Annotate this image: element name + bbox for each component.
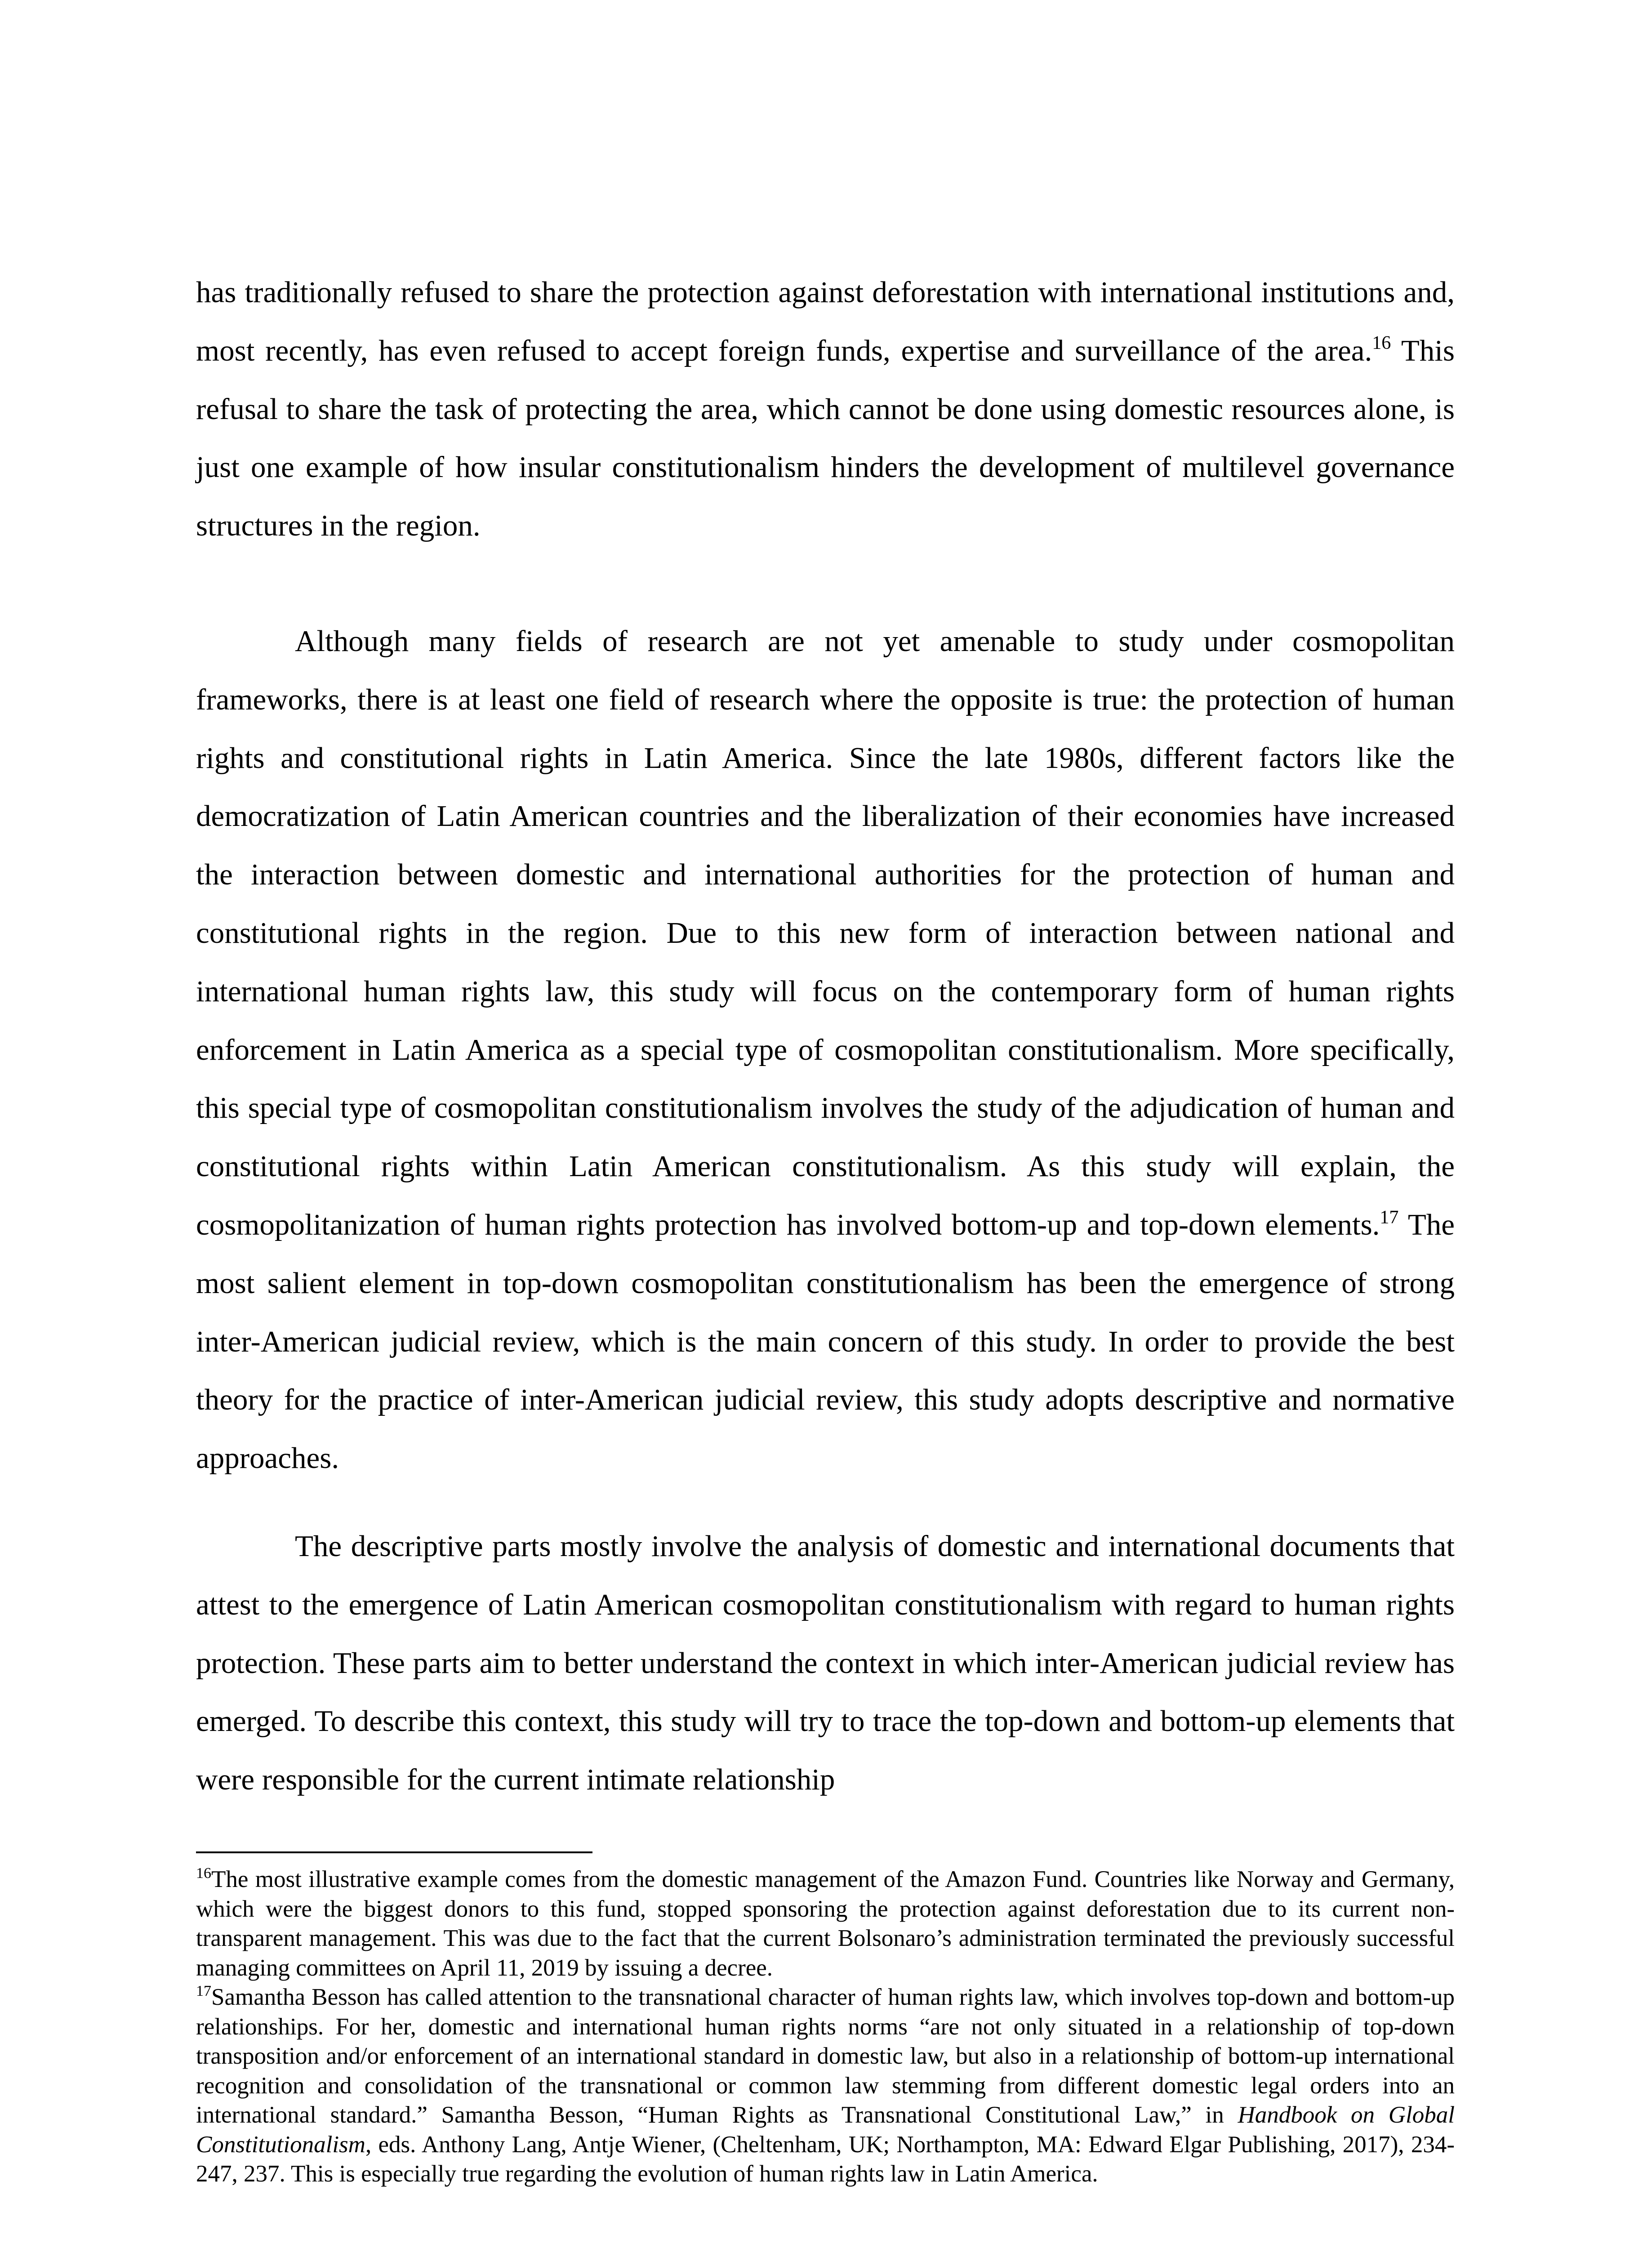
footnote-16-text: The most illustrative example comes from the domestic management of the Amazon Fund. Countries like Norway and Germany, which were the biggest donors to this fund, stopped sponsoring the protection against deforestation due to its current non-transparent management. This was due to the fact that the current Bolsonaro’s administration terminated the previously successful managing committees on April 11, 2019 by issuing a decree.: [196, 1866, 1455, 1981]
paragraph-1-text-start: has traditionally refused to share the protection against deforestation with international institutions and, most recently, has even refused to accept foreign funds, expertise and surveillance of the area.: [196, 276, 1455, 367]
paragraph-2-text-start: Although many fields of research are not yet amenable to study under cosmopolitan frameworks, there is at least one field of research where the opposite is true: the protection of human rights and constitutional rights in Latin America. Since the late 1980s, different factors like the democratization of Latin American countries and the liberalization of their economies have increased the interaction between domestic and international authorities for the protection of human and constitutional rights in the region. Due to this new form of interaction between national and international human rights law, this study will focus on the contemporary form of human rights enforcement in Latin America as a special type of cosmopolitan constitutionalism. More specifically, this special type of cosmopolitan constitutionalism involves the study of the adjudication of human and constitutional rights within Latin American constitutionalism. As this study will explain, the cosmopolitanization of human rights protection has involved bottom-up and top-down elements.: [196, 624, 1455, 1241]
footnote-ref-17[interactable]: 17: [1380, 1207, 1399, 1228]
footnote-17: [196, 1983, 1455, 2189]
footnote-separator: [196, 1851, 592, 1853]
footnote-17-book-title: Handbook on Global Constitutionalism: [196, 2102, 1455, 2158]
footnote-16: [196, 1865, 1455, 1983]
footnote-16-number: 16: [196, 1865, 211, 1882]
paragraph-1-text-end: This refusal to share the task of protecting the area, which cannot be done using domestic resources alone, is just one example of how insular constitutionalism hinders the development of multilevel governance structures in the region.: [196, 334, 1455, 543]
footnote-ref-16[interactable]: 16: [1372, 333, 1391, 354]
body-paragraph-2: [196, 612, 1455, 1488]
footnote-17-number: 17: [196, 1983, 211, 2000]
body-paragraph-1: [196, 263, 1455, 555]
body-paragraph-3: [196, 1517, 1455, 1809]
footnote-17-text-end: , eds. Anthony Lang, Antje Wiener, (Cheltenham, UK; Northampton, MA: Edward Elgar Publishing, 2017), 234-247, 237. This is especially true regarding the evolution of human rights law in Latin America.: [196, 2131, 1455, 2187]
footnote-17-text-start: Samantha Besson has called attention to the transnational character of human rights law, which involves top-down and bottom-up relationships. For her, domestic and international human rights norms “are not only situated in a relationship of top-down transposition and/or enforcement of an international standard in domestic law, but also in a relationship of bottom-up international recognition and consolidation of the transnational or common law stemming from different domestic legal orders into an international standard.” Samantha Besson, “Human Rights as Transnational Constitutional Law,” in: [196, 1984, 1455, 2128]
paragraph-2-text-end: The most salient element in top-down cosmopolitan constitutionalism has been the emergence of strong inter-American judicial review, which is the main concern of this study. In order to provide the best theory for the practice of inter-American judicial review, this study adopts descriptive and normative approaches.: [196, 1208, 1455, 1475]
paragraph-3-text: The descriptive parts mostly involve the analysis of domestic and international documents that attest to the emergence of Latin American cosmopolitan constitutionalism with regard to human rights protection. These parts aim to better understand the context in which inter-American judicial review has emerged. To describe this context, this study will try to trace the top-down and bottom-up elements that were responsible for the current intimate relationship: [196, 1530, 1455, 1797]
footnotes-section: [196, 1865, 1455, 2189]
